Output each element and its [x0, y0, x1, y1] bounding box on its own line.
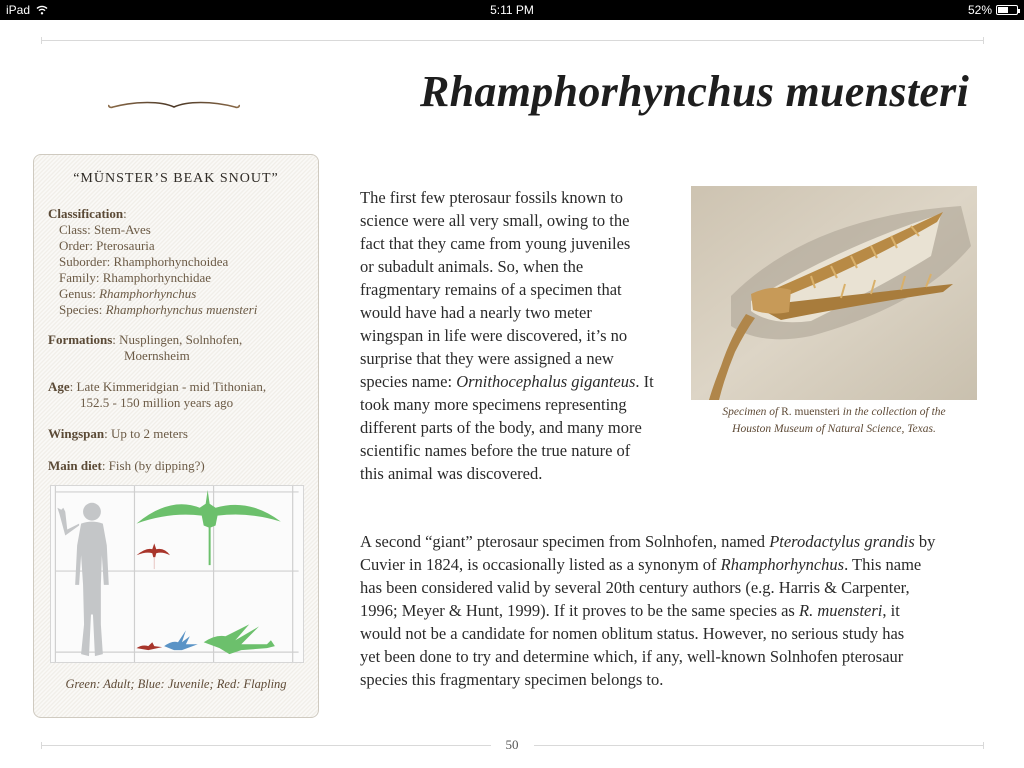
classification-label: Classification [48, 206, 124, 221]
intro-paragraph: The first few pterosaur fossils known to science were all very small, owing to the fact that they came from young juveniles or subadult animals. So, when the fragmentary remains of a specimen that would have had a nearly two meter wingspan in life were discovered, it’s no surprise that they were assigned a new species name: Ornithocephalus giganteus. It took many more specimens representing different parts of the body, and many more scientific names before the true nature of this animal was discovered. [360, 188, 654, 483]
human-silhouette-icon [57, 503, 108, 656]
wingspan-label: Wingspan [48, 426, 105, 441]
age-block: Age: Late Kimmeridgian - mid Tithonian, 152.5 - 150 million years ago [48, 379, 267, 410]
photo-caption: Specimen of R. muensteri in the collection of the Houston Museum of Natural Science, Texas. [722, 406, 946, 435]
wingspan-block: Wingspan: Up to 2 meters [48, 426, 188, 441]
diet-block: Main diet: Fish (by dipping?) [48, 458, 205, 473]
genus-row: Genus: Rhamphorhynchus [59, 286, 197, 301]
common-name-heading: “MÜNSTER’S BEAK SNOUT” [73, 171, 279, 186]
adult-pterosaur-icon [136, 490, 280, 565]
top-rule-cap-right [983, 37, 984, 44]
flapling-pterosaur-icon [136, 543, 170, 569]
order-row: Order: Pterosauria [59, 238, 155, 253]
page-title: Rhamphorhynchus muensteri [420, 67, 970, 116]
battery-percent: 52% [967, 3, 992, 17]
suborder-row: Suborder: Rhamphorhynchoidea [59, 254, 229, 269]
second-paragraph: A second “giant” pterosaur specimen from Solnhofen, named Pterodactylus grandis by Cuvier in 1824, is occasionally listed as a synonym of Rhamphorhynchus. This name has been considered valid by several 20th century authors (e.g. Harris & Carpenter, 1996; Meyer & Hunt, 1999). If it proves to be the same species as R. muensteri, it would not be a candidate for nomen oblitum status. However, no serious study has yet been done to try and determine which, if any, well-known Solnhofen pterosaur species this fragmentary specimen belongs to. [360, 532, 936, 689]
clock: 5:11 PM [490, 3, 534, 17]
classification-block: Classification: Class: Stem-Aves Order: Pterosauria Suborder: Rhamphorhynchoidea Family: Rhamphorhynchidae Genus: Rhamphorhynchus Species: Rhamphorhynchus muensteri [48, 206, 308, 318]
species-info-card [33, 154, 319, 718]
age-label: Age [48, 379, 70, 394]
battery-icon [996, 5, 1018, 15]
status-bar [0, 0, 1024, 20]
top-rule [41, 40, 984, 41]
juvenile-ground-icon [164, 630, 198, 650]
page-number: 50 [505, 737, 519, 752]
adult-ground-icon [204, 624, 275, 654]
ornament-flourish-icon [106, 97, 242, 113]
formations-block: Formations: Nusplingen, Solnhofen, Moernsheim [48, 332, 243, 363]
formations-label: Formations [48, 332, 113, 347]
size-comparison-chart [50, 485, 304, 663]
family-row: Family: Rhamphorhynchidae [59, 270, 212, 285]
species-row: Species: Rhamphorhynchus muensteri [59, 302, 258, 317]
class-row: Class: Stem-Aves [59, 222, 151, 237]
fossil-specimen-photo[interactable] [691, 186, 977, 400]
flapling-ground-icon [136, 642, 162, 650]
top-rule-cap-left [41, 37, 42, 44]
chart-legend-caption: Green: Adult; Blue: Juvenile; Red: Flapling [65, 677, 287, 691]
device-label: iPad [6, 3, 31, 17]
diet-label: Main diet [48, 458, 102, 473]
